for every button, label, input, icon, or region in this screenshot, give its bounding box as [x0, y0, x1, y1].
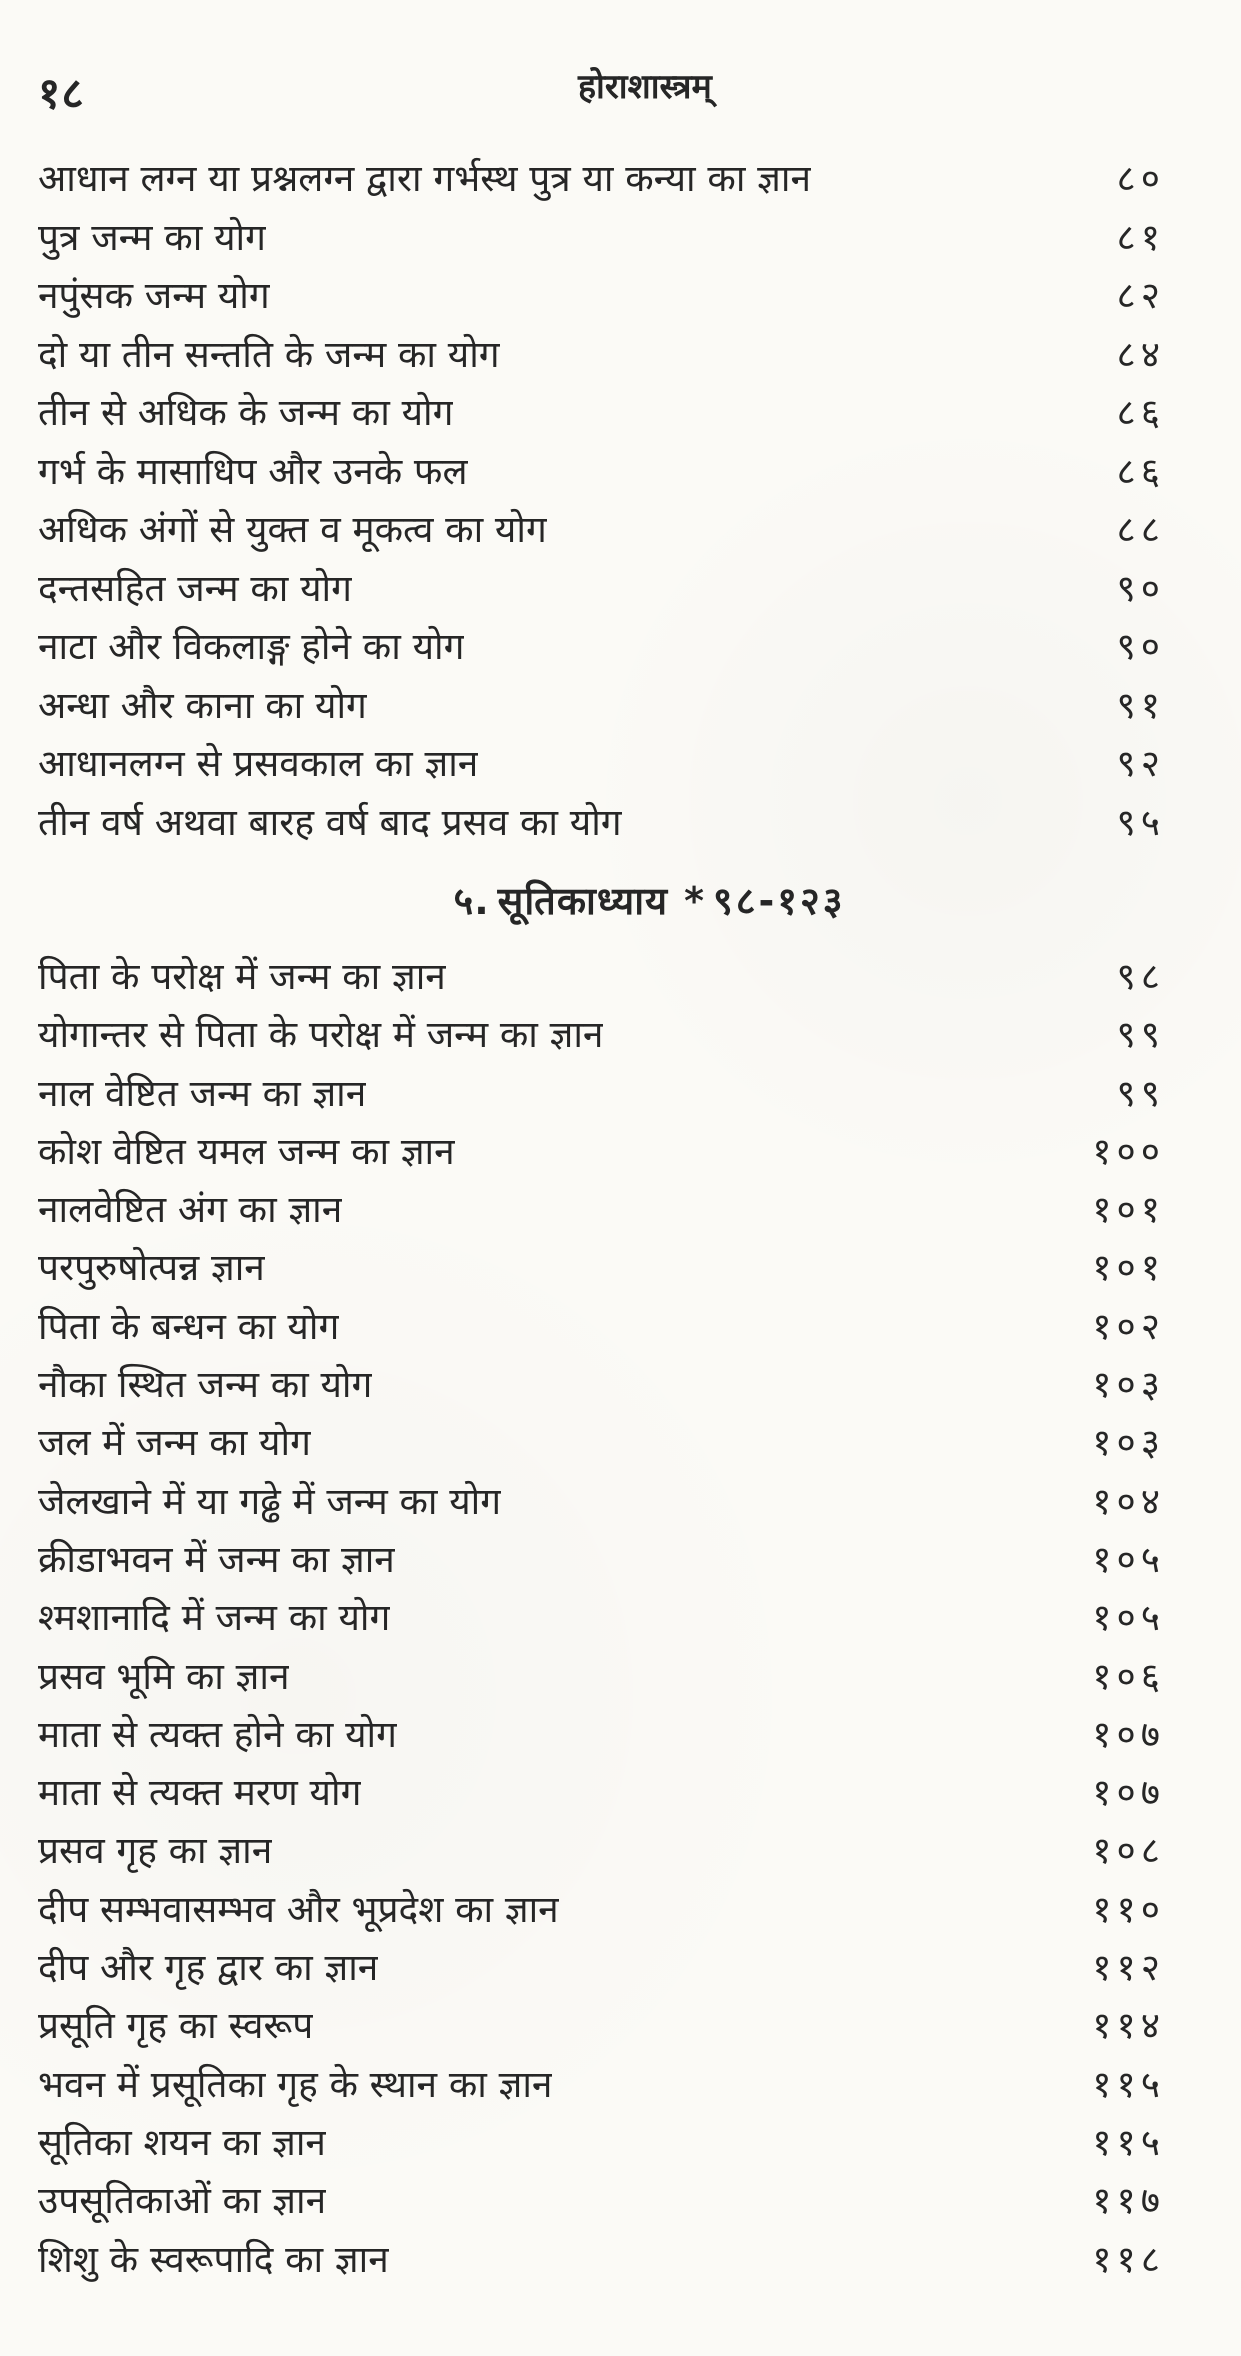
- page-header: [0, 62, 1241, 150]
- entry-title: माता से त्यक्त होने का योग: [38, 1712, 397, 1756]
- toc-entry: [38, 1239, 1241, 1297]
- entry-page: १०५: [1092, 1537, 1165, 1581]
- toc-entry: [38, 150, 1241, 209]
- entry-title: आधानलग्न से प्रसवकाल का ज्ञान: [38, 742, 479, 785]
- toc-entry: [38, 326, 1241, 385]
- entry-title: दन्तसहित जन्म का योग: [38, 566, 352, 610]
- entry-page: ९८: [1116, 955, 1165, 998]
- toc-entry: [38, 1065, 1241, 1123]
- entry-title: कोश वेष्टित यमल जन्म का ज्ञान: [38, 1129, 455, 1173]
- entry-title: माता से त्यक्त मरण योग: [38, 1771, 362, 1815]
- entry-page: १०८: [1092, 1829, 1165, 1873]
- toc-entry: [38, 735, 1241, 794]
- toc-entry: [38, 1298, 1241, 1356]
- toc-entry: [38, 2231, 1241, 2289]
- entry-page: ११४: [1092, 2004, 1165, 2048]
- page-number: १८: [38, 69, 85, 119]
- toc-entry: [38, 560, 1241, 619]
- entry-title: उपसूतिकाओं का ज्ञान: [38, 2179, 327, 2223]
- entry-title: सूतिका शयन का ज्ञान: [38, 2120, 326, 2164]
- entry-page: ८६: [1116, 391, 1165, 434]
- entry-title: दीप और गृह द्वार का ज्ञान: [38, 1946, 379, 1990]
- entry-title: परपुरुषोत्पन्न ज्ञान: [38, 1246, 265, 1290]
- toc-entry: [38, 1706, 1241, 1764]
- entry-page: १०४: [1092, 1479, 1165, 1523]
- toc-entry: [38, 1356, 1241, 1414]
- entry-page: १०७: [1092, 1771, 1165, 1815]
- toc-entry: [38, 618, 1241, 677]
- entry-page: ८४: [1116, 332, 1165, 376]
- entry-title: नौका स्थित जन्म का योग: [38, 1363, 373, 1407]
- toc-entry: [38, 2114, 1241, 2172]
- chapter-page-range: ९८-१२३: [712, 879, 846, 923]
- entry-title: क्रीडाभवन में जन्म का ज्ञान: [38, 1537, 395, 1581]
- entry-page: ११७: [1092, 2179, 1165, 2223]
- entry-page: १०६: [1092, 1654, 1165, 1698]
- entry-title: आधान लग्न या प्रश्नलग्न द्वारा गर्भस्थ पुत्र या कन्या का ज्ञान: [38, 157, 811, 200]
- toc-entry: [38, 443, 1241, 502]
- entry-title: प्रसव गृह का ज्ञान: [38, 1829, 273, 1873]
- toc-entry: [38, 1473, 1241, 1531]
- entry-page: ९९: [1116, 1071, 1165, 1115]
- entry-title: गर्भ के मासाधिप और उनके फल: [38, 449, 468, 493]
- entry-title: नाल वेष्टित जन्म का ज्ञान: [38, 1071, 367, 1115]
- entry-title: नाटा और विकलाङ्ग होने का योग: [38, 625, 465, 668]
- entry-page: ११२: [1092, 1946, 1165, 1990]
- entry-page: १०५: [1092, 1596, 1165, 1640]
- entry-title: योगान्तर से पिता के परोक्ष में जन्म का ज्ञान: [38, 1013, 604, 1057]
- entry-page: ९०: [1116, 566, 1165, 610]
- entry-page: १०३: [1092, 1363, 1165, 1407]
- entry-page: ८१: [1116, 215, 1165, 259]
- entry-page: १०१: [1092, 1246, 1165, 1290]
- entry-page: ११८: [1092, 2237, 1165, 2281]
- entry-page: ९२: [1116, 742, 1165, 785]
- entry-title: नपुंसक जन्म योग: [38, 274, 270, 317]
- entry-page: ९०: [1116, 625, 1165, 668]
- toc-entry: [38, 1123, 1241, 1181]
- toc-entry: [38, 2056, 1241, 2114]
- entry-title: प्रसूति गृह का स्वरूप: [38, 2004, 314, 2048]
- entry-title: तीन से अधिक के जन्म का योग: [38, 391, 454, 434]
- toc-entry: [38, 1764, 1241, 1822]
- toc-entry: [38, 677, 1241, 736]
- entry-title: पिता के परोक्ष में जन्म का ज्ञान: [38, 955, 446, 998]
- toc-entry: [38, 267, 1241, 326]
- entry-title: अधिक अंगों से युक्त व मूकत्व का योग: [38, 508, 547, 551]
- entry-page: ११०: [1092, 1887, 1165, 1931]
- toc-entry: [38, 209, 1241, 268]
- entry-page: ९५: [1116, 800, 1165, 844]
- contents-list-first: [0, 150, 1241, 852]
- entry-title: तीन वर्ष अथवा बारह वर्ष बाद प्रसव का योग: [38, 800, 622, 844]
- toc-entry: [38, 1648, 1241, 1706]
- entry-page: ९९: [1116, 1013, 1165, 1057]
- toc-entry: [38, 794, 1241, 853]
- toc-entry: [38, 1881, 1241, 1939]
- toc-entry: [38, 1589, 1241, 1647]
- toc-entry: [38, 1939, 1241, 1997]
- star-separator: *: [684, 879, 705, 923]
- entry-page: १००: [1092, 1129, 1165, 1173]
- toc-entry: [38, 2172, 1241, 2230]
- entry-page: १०३: [1092, 1421, 1165, 1465]
- entry-title: दो या तीन सन्तति के जन्म का योग: [38, 332, 500, 376]
- entry-title: भवन में प्रसूतिका गृह के स्थान का ज्ञान: [38, 2062, 553, 2106]
- chapter-number: ५.: [453, 879, 490, 923]
- entry-title: अन्धा और काना का योग: [38, 683, 367, 727]
- entry-title: शिशु के स्वरूपादि का ज्ञान: [38, 2237, 389, 2281]
- toc-entry: [38, 948, 1241, 1006]
- contents-list-second: [0, 948, 1241, 2289]
- entry-title: जेलखाने में या गढ्ढे में जन्म का योग: [38, 1479, 502, 1523]
- chapter-heading: [0, 866, 1241, 936]
- entry-title: नालवेष्टित अंग का ज्ञान: [38, 1188, 343, 1232]
- toc-entry: [38, 1006, 1241, 1064]
- chapter-title: सूतिकाध्याय: [497, 879, 669, 923]
- toc-entry: [38, 1181, 1241, 1239]
- toc-entry: [38, 1531, 1241, 1589]
- entry-page: ११५: [1092, 2062, 1165, 2106]
- entry-page: ८०: [1116, 157, 1165, 200]
- entry-page: १०१: [1092, 1188, 1165, 1232]
- entry-title: प्रसव भूमि का ज्ञान: [38, 1654, 290, 1698]
- entry-page: ८८: [1116, 508, 1165, 551]
- entry-title: पुत्र जन्म का योग: [38, 215, 266, 259]
- toc-entry: [38, 384, 1241, 443]
- entry-title: दीप सम्भवासम्भव और भूप्रदेश का ज्ञान: [38, 1887, 559, 1931]
- toc-entry: [38, 1414, 1241, 1472]
- entry-page: १०२: [1092, 1304, 1165, 1348]
- entry-title: श्मशानादि में जन्म का योग: [38, 1596, 391, 1640]
- toc-entry: [38, 1822, 1241, 1880]
- entry-page: ११५: [1092, 2120, 1165, 2164]
- entry-page: १०७: [1092, 1712, 1165, 1756]
- entry-page: ८६: [1116, 449, 1165, 493]
- entry-title: जल में जन्म का योग: [38, 1421, 311, 1465]
- toc-entry: [38, 501, 1241, 560]
- book-title: होराशास्त्रम्: [578, 67, 712, 107]
- entry-title: पिता के बन्धन का योग: [38, 1304, 340, 1348]
- entry-page: ८२: [1116, 274, 1165, 317]
- toc-entry: [38, 1997, 1241, 2055]
- entry-page: ९१: [1116, 683, 1165, 727]
